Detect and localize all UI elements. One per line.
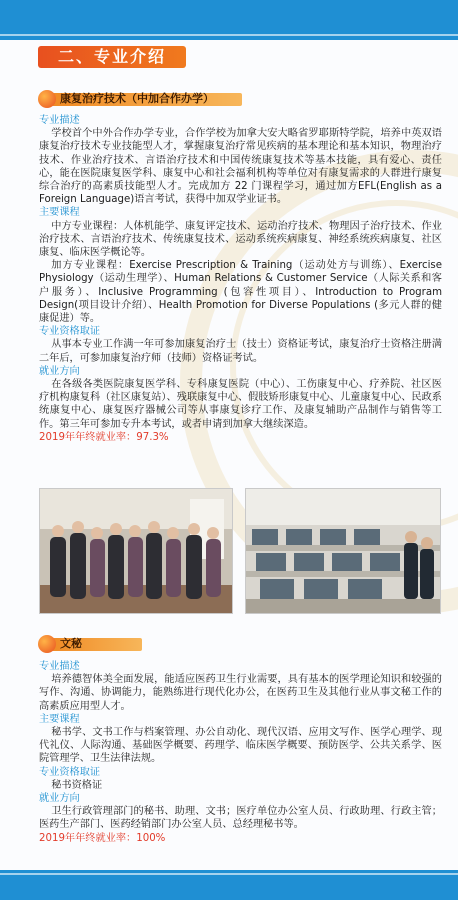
program1-body: [39, 114, 442, 444]
program1-header: [38, 90, 248, 108]
program2-employ-heading: 就业方向: [39, 793, 80, 805]
program1-desc-heading: 专业描述: [39, 115, 80, 126]
program2-header: [38, 635, 148, 653]
program2-cert-heading: 专业资格取证: [39, 766, 101, 778]
program1-desc-text: 学校首个中外合作办学专业，合作学校为加拿大安大略省罗耶斯特学院，培养中英双语康复治疗技术专业技能型人才，掌握康复治疗常见疾病的基本理论和基本知识，物理治疗技术、作业治疗技术、言语治疗技术和中国传统康复技术等基本技能，具有爱心、责任心，能在医院康复医学科、康复中心和社会福利机构等单位对有康复需求的人群进行康复综合治疗的高素质技能型人才。完成加方 22 门课程学习，通过加方EFL(English as a Foreign Language)语言考试，获得中加双学业证书。: [39, 128, 442, 206]
program1-cert-heading: 专业资格取证: [39, 326, 101, 338]
program2-name: 文秘: [60, 637, 82, 650]
program2-courses-heading: 主要课程: [39, 713, 80, 725]
program2-employ-text: 卫生行政管理部门的秘书、助理、文书；医疗单位办公室人员、行政助理、行政主管；医药生产部门、医药经销部门办公室人员、总经理秘书等。: [39, 806, 442, 831]
section-header: [38, 46, 186, 68]
program1-employ-text: 在各级各类医院康复医学科、专科康复医院（中心）、工伤康复中心、疗养院、社区医疗机构康复科（社区康复站）、残联康复中心、假肢矫形康复中心、儿童康复中心、民政系统康复中心、康复医疗器械公司等从事康复诊疗工作、及康复辅助产品制作与销售等工作。第三年可参加专升本考试，或者申请到加拿大继续深造。: [39, 379, 442, 430]
bottom-decorative-band: [0, 870, 458, 900]
orange-ball-icon: [38, 635, 56, 653]
classroom-photo: [245, 488, 441, 614]
program2-courses-text: 秘书学、文书工作与档案管理、办公自动化、现代汉语、应用文写作、医学心理学、现代礼仪、人际沟通、基础医学概要、药理学、临床医学概要、预防医学、公共关系学、医院管理学、卫生法律法规。: [39, 727, 442, 765]
section-title: 二、专业介绍: [57, 47, 166, 66]
program2-desc-heading: 专业描述: [39, 661, 80, 672]
top-decorative-band: [0, 0, 458, 40]
program2-employment-rate: 2019年年终就业率：100%: [39, 832, 166, 844]
orange-ball-icon: [38, 90, 56, 108]
program1-name: 康复治疗技术（中加合作办学）: [60, 92, 214, 105]
program1-employ-heading: 就业方向: [39, 365, 80, 377]
program1-courses-heading: 主要课程: [39, 207, 80, 219]
program1-employment-rate: 2019年年终就业率：97.3%: [39, 431, 169, 443]
program2-cert-text: 秘书资格证: [51, 779, 103, 791]
program1-cert-text: 从事本专业工作满一年可参加康复治疗士（技士）资格证考试，康复治疗士资格注册满二年后，可参加康复治疗师（技师）资格证考试。: [39, 339, 442, 364]
group-photo: [39, 488, 233, 614]
program2-desc-text: 培养德智体美全面发展，能适应医药卫生行业需要，具有基本的医学理论知识和较强的写作、沟通、协调能力，能熟练进行现代化办公，在医药卫生及其他行业从事文秘工作的高素质应用型人才。: [39, 674, 442, 712]
program1-courses-cn: 中方专业课程：人体机能学、康复评定技术、运动治疗技术、物理因子治疗技术、作业治疗技术、言语治疗技术、传统康复技术、运动系统疾病康复、神经系统疾病康复、社区康复、临床医学概论等。: [39, 220, 442, 259]
program2-body: [39, 660, 442, 845]
program1-courses-ca: 加方专业课程：Exercise Prescription & Training（运动处方与训练）、Exercise Physiology（运动生理学）、Human Relations & Customer Service（人际关系和客户服务）、Inclusive Programming (包容性项目）、Introduction to Program Design(项目设计介绍）、Health Promotion for Diverse Populations (多元人群的健康促进）等。: [39, 260, 442, 325]
